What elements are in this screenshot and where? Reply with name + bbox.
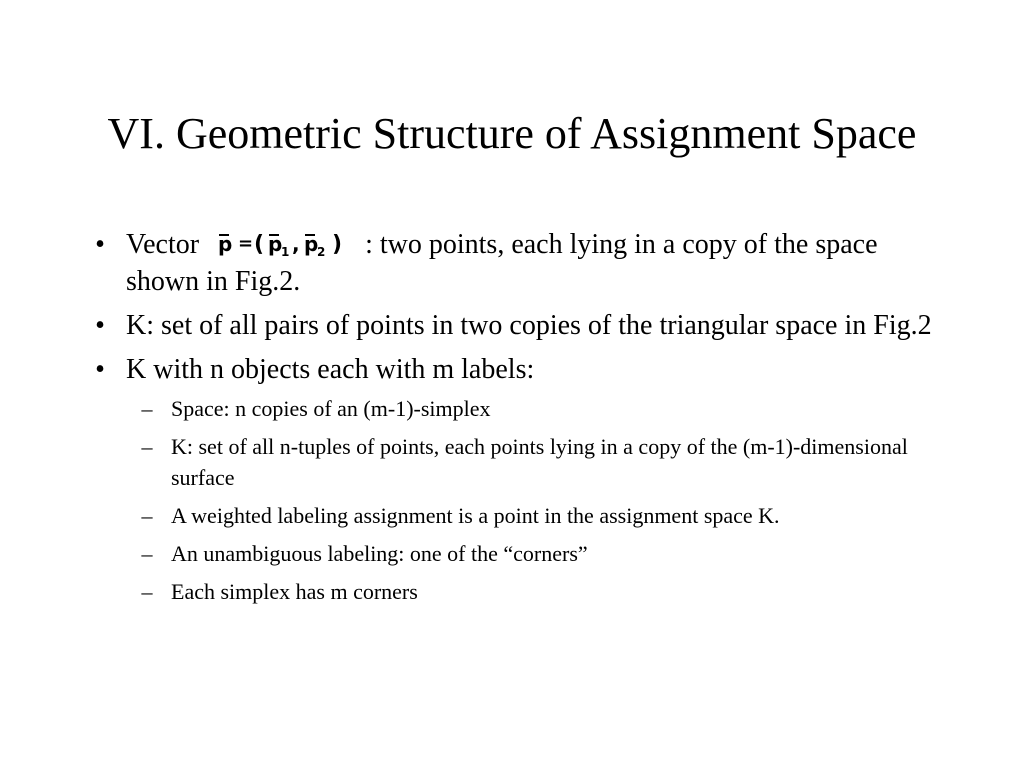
bullet-text: K: set of all pairs of points in two copies of the triangular space in Fig.2	[126, 310, 932, 341]
sub-bullet-text: A weighted labeling assignment is a point in the assignment space K.	[171, 503, 780, 528]
formula-p1: p	[268, 232, 283, 256]
dash-symbol: –	[141, 579, 153, 604]
formula-sub-1: 1	[281, 245, 290, 259]
bullet-text: K with n objects each with m labels:	[126, 354, 535, 385]
sub-bullet-text: Each simplex has m corners	[171, 579, 418, 604]
formula-equals: =	[238, 233, 254, 254]
sub-bullet-k-tuples	[141, 431, 950, 493]
formula-p2: p	[304, 232, 319, 256]
sub-bullet-list	[90, 393, 950, 607]
dash-symbol: –	[141, 541, 153, 566]
formula-p: p	[218, 232, 233, 256]
formula-open-paren: (	[254, 232, 265, 257]
dash-symbol: –	[141, 396, 153, 421]
bullet-symbol: •	[95, 229, 105, 260]
dash-symbol: –	[141, 434, 153, 459]
sub-bullet-text: Space: n copies of an (m-1)-simplex	[171, 396, 491, 421]
vector-formula-image	[214, 229, 354, 259]
formula-sub-2: 2	[317, 245, 326, 259]
formula-comma: ,	[292, 232, 300, 256]
dash-symbol: –	[141, 503, 153, 528]
bullet-item-vector	[90, 226, 950, 300]
bullet-lead-text: Vector	[126, 229, 207, 260]
sub-bullet-simplex-corners	[141, 576, 950, 607]
bullet-item-k-with-n-objects	[90, 351, 950, 388]
sub-bullet-text: K: set of all n-tuples of points, each points lying in a copy of the (m-1)-dimensional surface	[171, 434, 908, 490]
sub-bullet-unambiguous-labeling	[141, 538, 950, 569]
formula-close-paren: )	[332, 232, 343, 257]
sub-bullet-text: An unambiguous labeling: one of the “corners”	[171, 541, 588, 566]
bullet-symbol: •	[95, 310, 105, 341]
bullet-symbol: •	[95, 354, 105, 385]
slide-body	[90, 226, 950, 614]
sub-bullet-weighted-labeling	[141, 500, 950, 531]
slide-title: VI. Geometric Structure of Assignment Space	[107, 109, 917, 158]
bullet-item-set-k	[90, 307, 950, 344]
bullet-rest-text: : two points, each lying in a copy of the space shown in Fig.2.	[126, 229, 878, 297]
sub-bullet-space	[141, 393, 950, 424]
